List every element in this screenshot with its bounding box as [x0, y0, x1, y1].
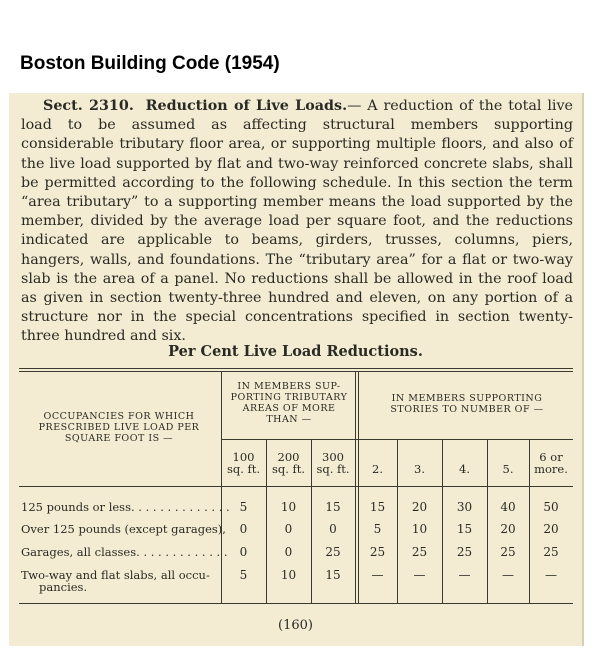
table-cell: 25 [456, 545, 473, 559]
col-header-6-or-more: 6 or more. [534, 450, 568, 476]
table-cell: 20 [411, 500, 428, 514]
subheader-rule-left [221, 439, 365, 440]
table-cell: 20 [543, 522, 559, 536]
table-top-rule-double [19, 371, 573, 372]
scanned-page [9, 93, 584, 646]
table-cell: 5 [239, 568, 248, 582]
table-cell: 10 [280, 500, 297, 514]
section-label: Sect. 2310. [43, 98, 134, 114]
table-bottom-rule [19, 603, 573, 604]
table-cell: 25 [543, 545, 559, 559]
table-cell: 40 [500, 500, 516, 514]
table-cell: 15 [456, 522, 473, 536]
table-cell: 15 [369, 500, 386, 514]
page-number: (160) [278, 618, 313, 633]
section-paragraph [21, 97, 573, 347]
col-header-3: 3. [414, 462, 425, 476]
table-cell: 50 [543, 500, 559, 514]
table-cell: — [413, 568, 426, 582]
col-header-2: 2. [372, 462, 383, 476]
page-heading: Boston Building Code (1954) [20, 53, 280, 74]
table-cell: 0 [284, 522, 293, 536]
stories-header: IN MEMBERS SUPPORTING STORIES TO NUMBER OF — [390, 393, 544, 415]
header-bottom-rule [19, 486, 573, 487]
tributary-header: IN MEMBERS SUP- PORTING TRIBUTARY AREAS OF MORE THAN — [230, 381, 348, 425]
table-cell: 25 [411, 545, 428, 559]
table-cell: 25 [369, 545, 386, 559]
section-title: Reduction of Live Loads. [145, 98, 348, 114]
table-title: Per Cent Live Load Reductions. [168, 343, 423, 360]
table-cell: — [502, 568, 514, 582]
col-header-300: 300 sq. ft. [316, 450, 350, 476]
table-cell: 0 [239, 545, 248, 559]
table-cell: — [458, 568, 471, 582]
table-cell: 25 [500, 545, 516, 559]
table-cell: — [371, 568, 384, 582]
table-cell: 0 [284, 545, 293, 559]
col-header-5: 5. [502, 462, 514, 476]
occupancy-header: OCCUPANCIES FOR WHICH PRESCRIBED LIVE LOAD PER SQUARE FOOT IS — [38, 411, 200, 444]
row-label-over-125: Over 125 pounds (except garages), [21, 522, 226, 536]
table-top-rule [19, 368, 573, 369]
table-cell: 25 [325, 545, 341, 559]
row-label-garages: Garages, all classes. . . . . . . . . . . . . [21, 545, 228, 559]
table-cell: 20 [500, 522, 516, 536]
col-header-4: 4. [459, 462, 470, 476]
table-cell: 10 [280, 568, 297, 582]
table-cell: 0 [239, 522, 248, 536]
table-cell: 5 [373, 522, 382, 536]
table-cell: 0 [329, 522, 337, 536]
table-cell: 10 [411, 522, 428, 536]
table-cell: 15 [325, 500, 341, 514]
table-cell: 15 [325, 568, 341, 582]
row-label-slabs-cont: pancies. [39, 580, 88, 594]
section-body: — A reduction of the total live load to be assumed as affecting structural members supporting considerable tributary floor area, or supporting multiple floors, and also of the live load supported by flat and two-way reinforced concrete slabs, shall be permitted according to the following schedule. In this section the term “area tributary” to a supporting member means the load supported by the member, divided by the average load per square foot, and the reductions indicated are applicable to beams, girders, trusses, columns, piers, hangers, walls, and foundations. The “tributary area” for a flat or two-way slab is the area of a panel. No reductions shall be allowed in the roof load as given in section twenty-three hundred and eleven, on any portion of a structure nor in the special concentrations specified in section twenty-three hundred and six. [21, 98, 574, 345]
table-cell: 5 [239, 500, 248, 514]
table-cell: 30 [456, 500, 473, 514]
col-header-100: 100 sq. ft. [226, 450, 261, 476]
row-label-slabs: Two-way and flat slabs, all occu- [21, 568, 210, 582]
col-header-200: 200 sq. ft. [271, 450, 306, 476]
row-label-125-or-less: 125 pounds or less. . . . . . . . . . . . . . [21, 500, 230, 514]
table-cell: — [545, 568, 557, 582]
